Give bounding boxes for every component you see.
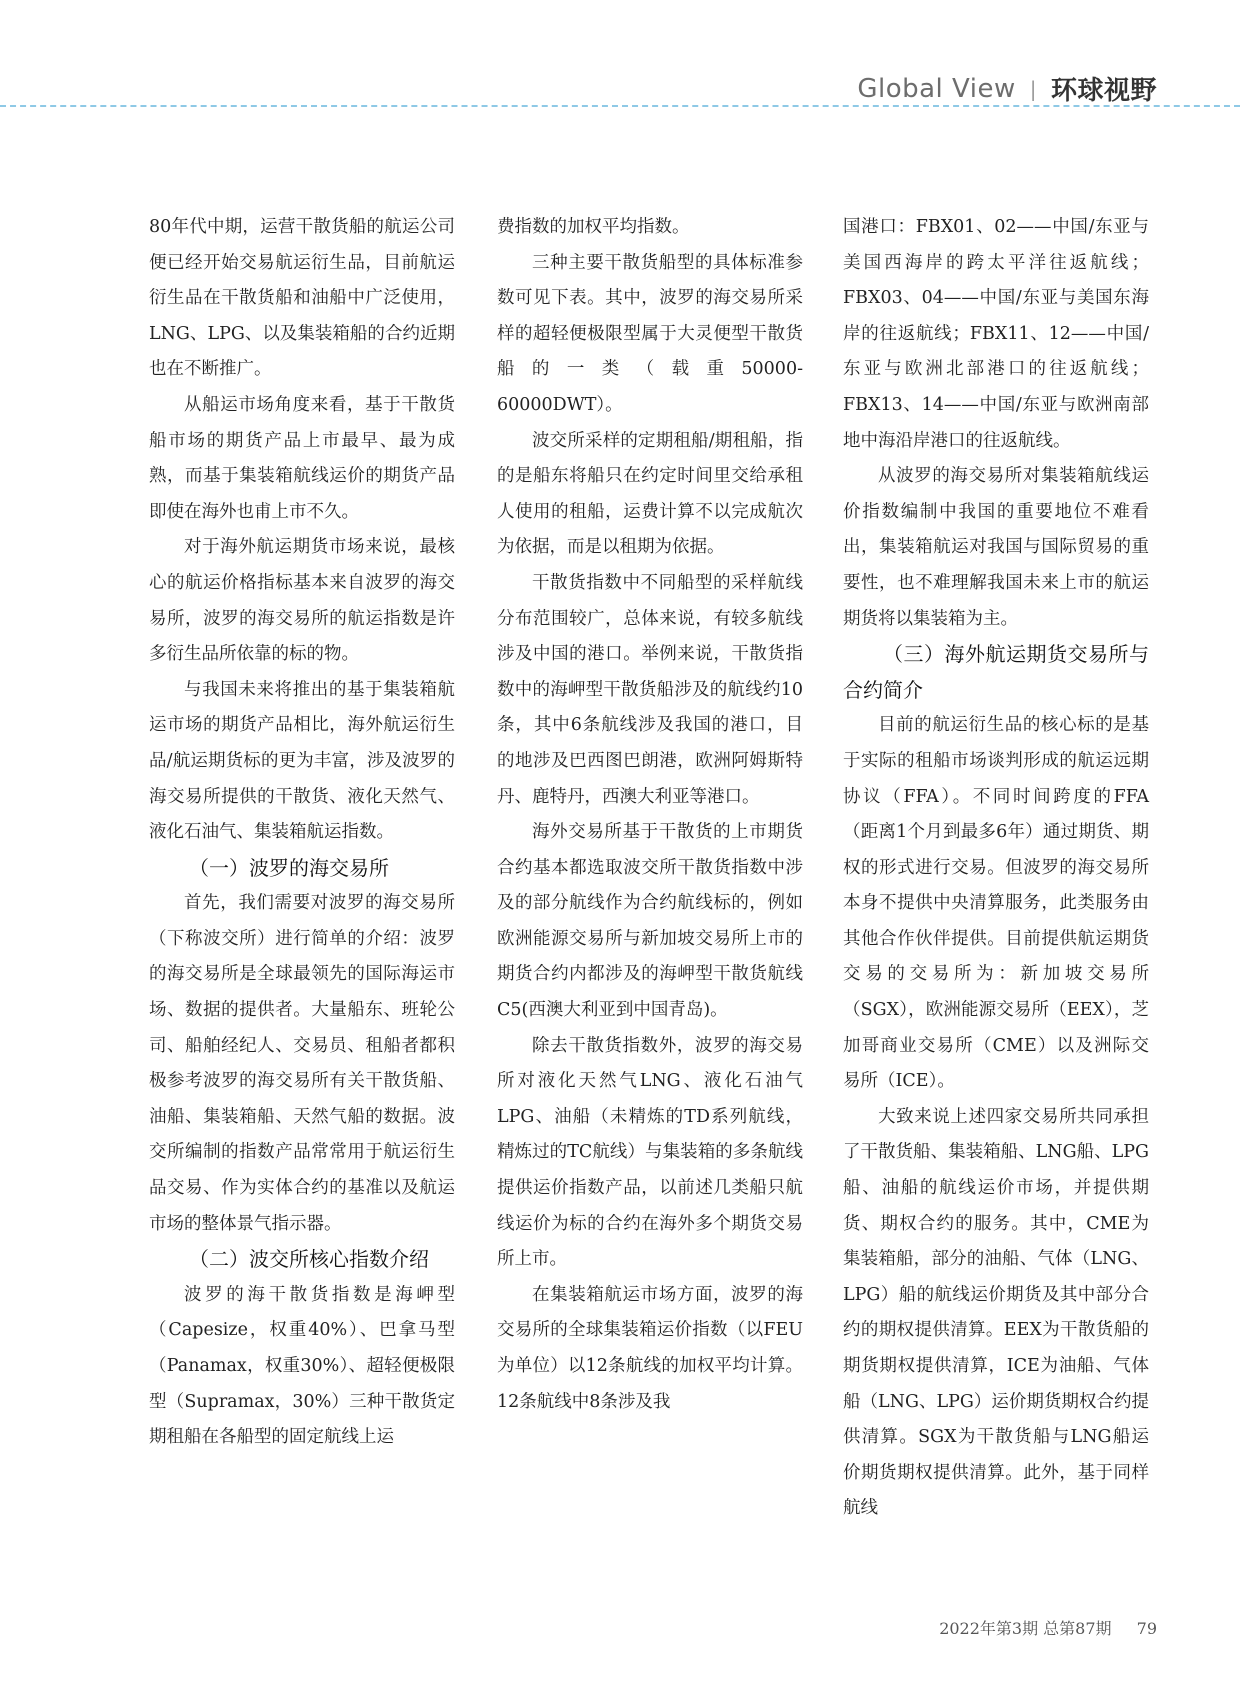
issue-info: 2022年第3期 总第87期 [939, 1619, 1112, 1638]
section-title [857, 70, 1157, 107]
paragraph: 波罗的海干散货指数是海岬型（Capesize，权重40%）、巴拿马型（Panamax，权重30%）、超轻便极限型（Supramax，30%）三种干散货定期租船在各船型的固定航线上运 [149, 1284, 455, 1448]
paragraph: 海外交易所基于干散货的上市期货合约基本都选取波交所干散货指数中涉及的部分航线作为合约航线标的，例如欧洲能源交易所与新加坡交易所上市的期货合约内都涉及的海岬型干散货航线C5(西澳大利亚到中国青岛)。 [497, 822, 803, 1021]
paragraph: 干散货指数中不同船型的采样航线分布范围较广，总体来说，有较多航线涉及中国的港口。举例来说，干散货指数中的海岬型干散货船涉及的航线约10条，其中6条航线涉及我国的港口，目的地涉及巴西图巴朗港，欧洲阿姆斯特丹、鹿特丹，西澳大利亚等港口。 [497, 572, 803, 807]
section-title-english: Global View [857, 73, 1016, 104]
section-heading: （三）海外航运期货交易所与合约简介 [843, 642, 1149, 702]
paragraph: 目前的航运衍生品的核心标的是基于实际的租船市场谈判形成的航运远期协议（FFA）。不同时间跨度的FFA（距离1个月到最多6年）通过期货、期权的形式进行交易。但波罗的海交易所本身不提供中央清算服务，此类服务由其他合作伙伴提供。目前提供航运期货交易的交易所为：新加坡交易所（SGX），欧洲能源交易所（EEX），芝加哥商业交易所（CME）以及洲际交易所（ICE）。 [843, 715, 1149, 1092]
paragraph: 首先，我们需要对波罗的海交易所（下称波交所）进行简单的介绍：波罗的海交易所是全球最领先的国际海运市场、数据的提供者。大量船东、班轮公司、船舶经纪人、交易员、租船者都积极参考波罗的海交易所有关干散货船、油船、集装箱船、天然气船的数据。波交所编制的指数产品常常用于航运衍生品交易、作为实体合约的基准以及航运市场的整体景气指示器。 [149, 893, 455, 1234]
paragraph: 与我国未来将推出的基于集装箱航运市场的期货产品相比，海外航运衍生品/航运期货标的更为丰富，涉及波罗的海交易所提供的干散货、液化天然气、液化石油气、集装箱航运指数。 [149, 679, 455, 843]
paragraph: 从船运市场角度来看，基于干散货船市场的期货产品上市最早、最为成熟，而基于集装箱航线运价的期货产品即使在海外也甫上市不久。 [149, 394, 455, 522]
paragraph: 国港口：FBX01、02——中国/东亚与美国西海岸的跨太平洋往返航线；FBX03、04——中国/东亚与美国东海岸的往返航线；FBX11、12——中国/东亚与欧洲北部港口的往返航线；FBX13、14——中国/东亚与欧洲南部地中海沿岸港口的往返航线。 [843, 217, 1149, 451]
section-title-chinese: 环球视野 [1050, 76, 1157, 106]
paragraph: 从波罗的海交易所对集装箱航线运价指数编制中我国的重要地位不难看出，集装箱航运对我国与国际贸易的重要性，也不难理解我国未来上市的航运期货将以集装箱为主。 [843, 466, 1149, 629]
text-column-3 [843, 210, 1149, 1527]
section-heading: （二）波交所核心指数介绍 [189, 1247, 429, 1272]
paragraph: 80年代中期，运营干散货船的航运公司便已经开始交易航运衍生品，目前航运衍生品在干散货船和油船中广泛使用，LNG、LPG、以及集装箱船的合约近期也在不断推广。 [149, 217, 455, 380]
page-footer [939, 1616, 1157, 1639]
paragraph: 波交所采样的定期租船/期租船，指的是船东将船只在约定时间里交给承租人使用的租船，运费计算不以完成航次为依据，而是以租期为依据。 [497, 430, 803, 558]
paragraph: 三种主要干散货船型的具体标准参数可见下表。其中，波罗的海交易所采样的超轻便极限型属于大灵便型干散货船的一类（载重50000-60000DWT）。 [497, 252, 803, 415]
header-dashed-rule [0, 105, 1240, 107]
text-column-1 [149, 210, 455, 1456]
page-number: 79 [1136, 1619, 1157, 1638]
paragraph: 大致来说上述四家交易所共同承担了干散货船、集装箱船、LNG船、LPG船、油船的航线运价市场，并提供期货、期权合约的服务。其中，CME为集装箱船，部分的油船、气体（LNG、LPG）船的航线运价期货及其中部分合约的期权提供清算。EEX为干散货船的期货期权提供清算，ICE为油船、气体船（LNG、LPG）运价期货期权合约提供清算。SGX为干散货船与LNG船运价期货期权提供清算。此外，基于同样航线 [843, 1106, 1149, 1519]
section-heading: （一）波罗的海交易所 [189, 855, 389, 880]
paragraph: 除去干散货指数外，波罗的海交易所对液化天然气LNG、液化石油气LPG、油船（未精炼的TD系列航线，精炼过的TC航线）与集装箱的多条航线提供运价指数产品，以前述几类船只航线运价为标的合约在海外多个期货交易所上市。 [497, 1035, 803, 1270]
paragraph: 在集装箱航运市场方面，波罗的海交易所的全球集装箱运价指数（以FEU为单位）以12条航线的加权平均计算。12条航线中8条涉及我 [497, 1284, 803, 1412]
page-header [0, 0, 1240, 108]
paragraph: 费指数的加权平均指数。 [497, 217, 690, 237]
paragraph: 对于海外航运期货市场来说，最核心的航运价格指标基本来自波罗的海交易所，波罗的海交易所的航运指数是许多衍生品所依靠的标的物。 [149, 537, 455, 665]
text-column-2 [497, 210, 803, 1420]
title-separator: | [1029, 76, 1037, 101]
